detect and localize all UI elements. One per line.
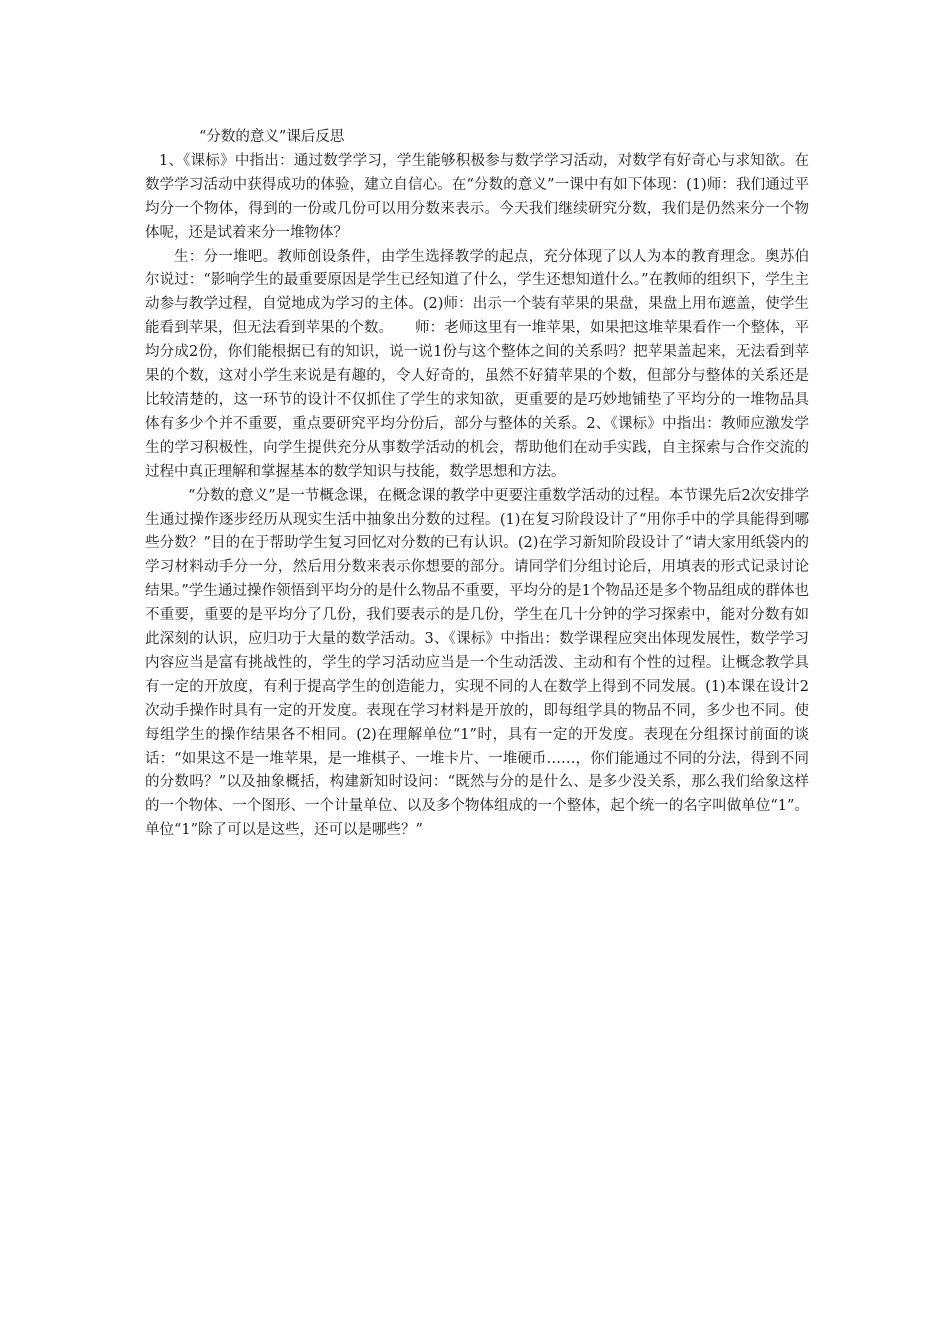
paragraph-2: 生：分一堆吧。教师创设条件，由学生选择教学的起点，充分体现了以人为本的教育理念。奥苏伯尔说过：“影响学生的最重要原因是学生已经知道了什么，学生还想知道什么。”在教师的组织下，学生主动参与教学过程，自觉地成为学习的主体。(2)师：出示一个装有苹果的果盘，果盘上用布遮盖，使学生能看到苹果，但无法看到苹果的个数。 师：老师这里有一堆苹果，如果把这堆苹果看作一个整体，平均分成2份，你们能根据已有的知识，说一说1份与这个整体之间的关系吗？把苹果盖起来，无法看到苹果的个数，这对小学生来说是有趣的，令人好奇的，虽然不好猜苹果的个数，但部分与整体的关系还是比较清楚的，这一环节的设计不仅抓住了学生的求知欲，更重要的是巧妙地铺垫了平均分的一堆物品具体有多少个并不重要，重点要研究平均分份后，部分与整体的关系。2、《课标》中指出：教师应激发学生的学习积极性，向学生提供充分从事数学活动的机会，帮助他们在动手实践，自主探索与合作交流的过程中真正理解和掌握基本的数学知识与技能，数学思想和方法。 (145, 248, 809, 480)
document-title: “分数的意义”课后反思 (199, 129, 345, 145)
document-body (145, 126, 809, 843)
paragraph-1: 1、《课标》中指出：通过数学学习，学生能够积极参与数学学习活动，对数学有好奇心与求知欲。在数学学习活动中获得成功的体验，建立自信心。在“分数的意义”一课中有如下体现：(1)师：我们通过平均分一个物体，得到的一份或几份可以用分数来表示。今天我们继续研究分数，我们是仍然来分一个物体呢，还是试着来分一堆物体？ (145, 152, 809, 241)
paragraph-3: “分数的意义”是一节概念课，在概念课的教学中更要注重数学活动的过程。本节课先后2次安排学生通过操作逐步经历从现实生活中抽象出分数的过程。(1)在复习阶段设计了“用你手中的学具能得到哪些分数？”目的在于帮助学生复习回忆对分数的已有认识。(2)在学习新知阶段设计了“请大家用纸袋内的学习材料动手分一分，然后用分数来表示你想要的部分。请同学们分组讨论后，用填表的形式记录讨论结果。”学生通过操作领悟到平均分的是什么物品不重要，平均分的是1个物品还是多个物品组成的群体也不重要，重要的是平均分了几份，我们要表示的是几份，学生在几十分钟的学习探索中，能对分数有如此深刻的认识，应归功于大量的数学活动。3、《课标》中指出：数学课程应突出体现发展性，数学学习内容应当是富有挑战性的，学生的学习活动应当是一个生动活泼、主动和有个性的过程。让概念教学具有一定的开放度，有利于提高学生的创造能力，实现不同的人在数学上得到不同发展。(1)本课在设计2次动手操作时具有一定的开发度。表现在学习材料是开放的，即每组学具的物品不同，多少也不同。使每组学生的操作结果各不相同。(2)在理解单位“1”时，具有一定的开发度。表现在分组探讨前面的谈话：“如果这不是一堆苹果，是一堆棋子、一堆卡片、一堆硬币……，你们能通过不同的分法，得到不同的分数吗？”以及抽象概括，构建新知时设问：“既然与分的是什么、是多少没关系，那么我们给象这样的一个物体、一个图形、一个计量单位、以及多个物体组成的一个整体，起个统一的名字叫做单位“1”。单位“1”除了可以是这些，还可以是哪些？” (145, 487, 809, 839)
